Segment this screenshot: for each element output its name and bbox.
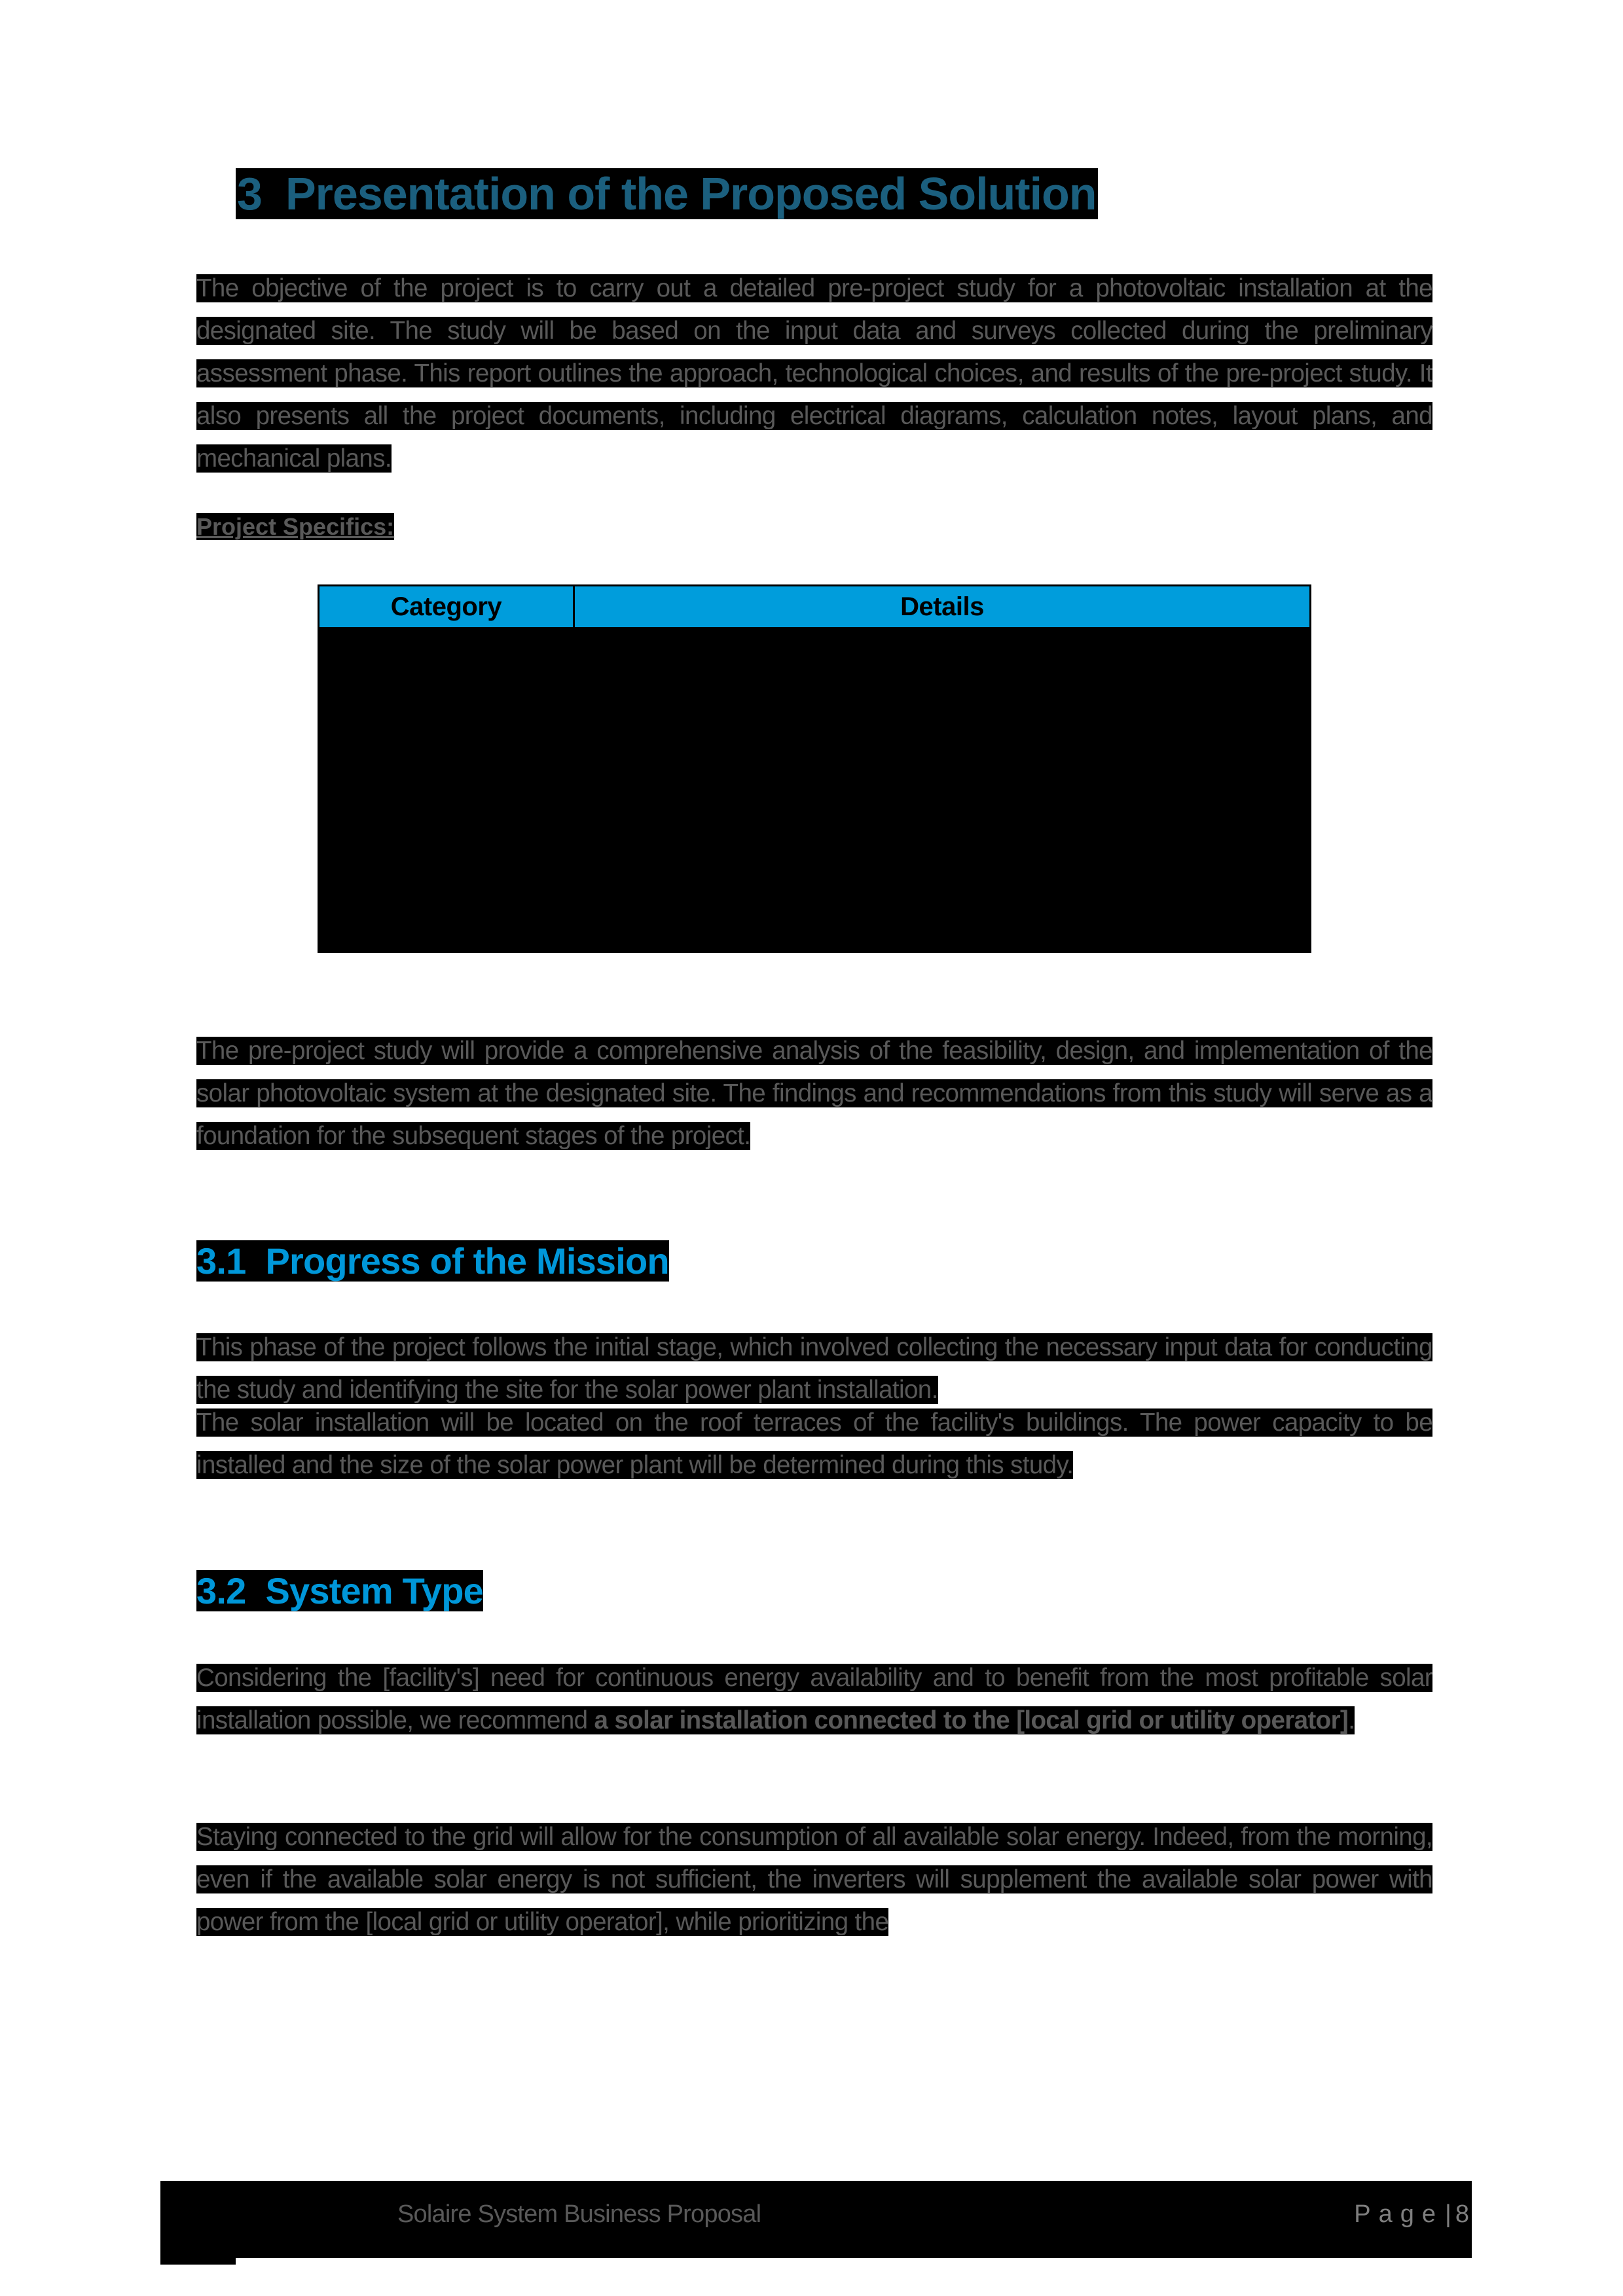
system-type-paragraph-1: [196, 1657, 1432, 1742]
subsection-heading-progress: [196, 1240, 669, 1282]
closing-paragraph: [196, 1030, 1432, 1157]
subsection-number: 3.1: [196, 1240, 246, 1282]
table-header-row: [319, 586, 1309, 627]
footer-notch-decoration: [160, 2257, 236, 2265]
progress-paragraph-2: [196, 1401, 1432, 1486]
system-type-lead-text: Considering the [facility's] need for continuous energy availability and to benefit from the most profitable solar installation possible, we recommend: [196, 1664, 1432, 1734]
subsection-title: Progress of the Mission: [265, 1240, 669, 1282]
project-specifics-table: [318, 584, 1311, 953]
footer-document-title: Solaire System Business Proposal: [397, 2200, 761, 2228]
system-type-paragraph-2: [196, 1816, 1432, 1943]
system-type-tail: .: [1348, 1706, 1355, 1734]
subsection-number: 3.2: [196, 1570, 246, 1611]
column-header-category: Category: [319, 586, 575, 627]
section-number: 3: [237, 168, 262, 219]
intro-text: The objective of the project is to carry out a detailed pre-project study for a photovoltaic installation at the designated site. The study will be based on the input data and surveys collected during the preliminary assessment phase. This report outlines the approach, technological choices, and results of the pre-project study. It also presents all the project documents, including electrical diagrams, calculation notes, layout plans, and mechanical plans.: [196, 274, 1432, 473]
closing-text: The pre-project study will provide a comprehensive analysis of the feasibility, design, and implementation of the solar photovoltaic system at the designated site. The findings and recommendations from this study will serve as a foundation for the subsequent stages of the project.: [196, 1037, 1432, 1150]
project-specifics-heading: [196, 511, 394, 543]
table-body-redacted: [319, 627, 1309, 951]
subsection-title: System Type: [265, 1570, 483, 1611]
intro-paragraph: [196, 267, 1432, 480]
progress-text-1: This phase of the project follows the initial stage, which involved collecting the necessary input data for conducting the study and identifying the site for the solar power plant installation.: [196, 1333, 1432, 1404]
page-footer: [160, 2181, 1472, 2258]
page-number: 8: [1455, 2200, 1469, 2228]
section-title: Presentation of the Proposed Solution: [285, 168, 1097, 219]
column-header-details: Details: [900, 592, 984, 621]
section-heading: [236, 167, 1098, 221]
subsection-heading-system-type: [196, 1570, 483, 1612]
system-type-text-2: Staying connected to the grid will allow for the consumption of all available solar energy. Indeed, from the morning, even if the available solar energy is not sufficient, the inverters will supplement the available solar power with power from the [local grid or utility operator], while prioritizing the: [196, 1823, 1432, 1936]
progress-paragraph-1: [196, 1326, 1432, 1411]
page-separator: |: [1444, 2200, 1451, 2228]
progress-text-2: The solar installation will be located on the roof terraces of the facility's buildings. The power capacity to be installed and the size of the solar power plant will be determined during this study.: [196, 1408, 1432, 1479]
page-label: Page: [1354, 2200, 1444, 2228]
footer-page-number: [1354, 2200, 1469, 2229]
system-type-recommendation: a solar installation connected to the [local grid or utility operator]: [594, 1706, 1349, 1734]
project-specifics-label: Project Specifics:: [196, 513, 395, 540]
